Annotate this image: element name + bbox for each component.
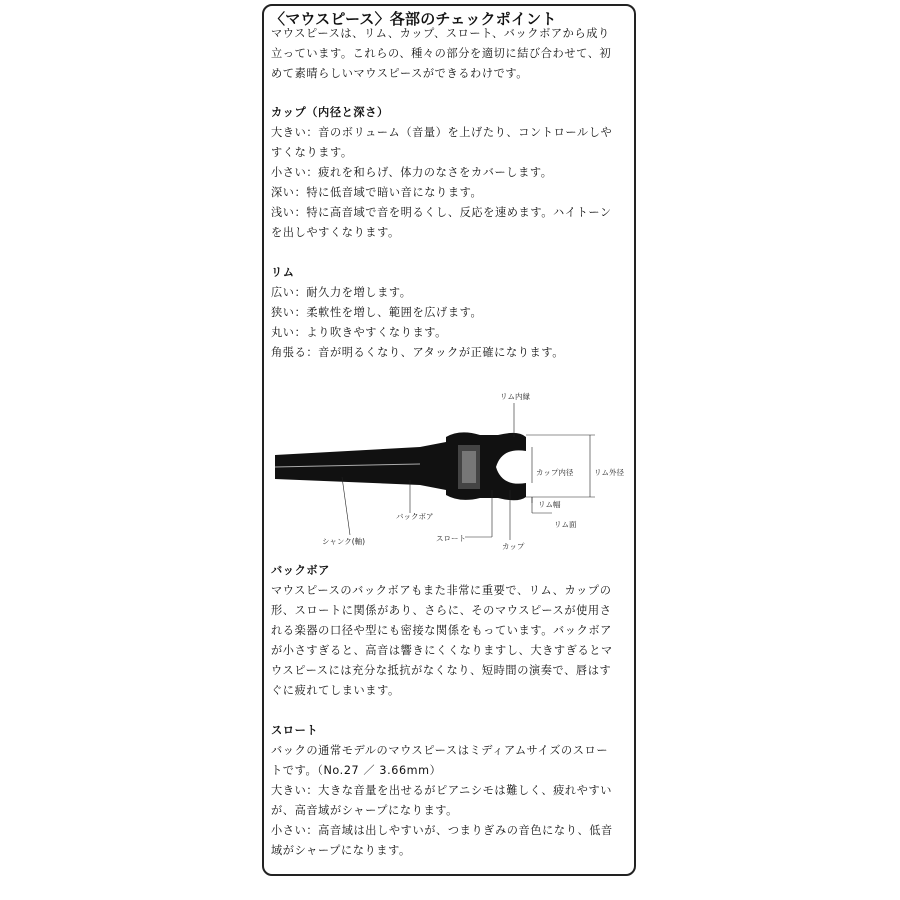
cup-line: すくなります。 [271,146,353,159]
rim-heading: リム [271,266,295,279]
cup-line: 大きい：音のボリューム（音量）を上げたり、コントロールしや [271,126,613,139]
cup-line: を出しやすくなります。 [271,226,400,239]
intro-line: めて素晴らしいマウスピースができるわけです。 [271,67,529,80]
label-backbore: バックボア [396,512,434,521]
engraving-mark [462,451,476,483]
backbore-line: 形、スロートに関係があり、さらに、そのマウスピースが使用さ [271,604,612,617]
backbore-line: れる楽器の口径や型にも密接な関係をもっています。バックボア [271,624,612,637]
rim-line: 狭い：柔軟性を増し、範囲を広げます。 [271,306,483,319]
cup-line: 小さい：疲れを和らげ、体力のなさをカバーします。 [271,166,553,179]
backbore-line: ぐに疲れてしまいます。 [271,684,400,697]
label-rim-outer-diameter: リム外径 [594,468,624,477]
label-shank: シャンク(軸) [322,537,366,546]
label-cup-inner-diameter: カップ内径 [536,468,574,477]
label-rim-inner-edge: リム内縁 [500,392,530,401]
label-cup: カップ [502,542,525,551]
cup-line: 深い：特に低音域で暗い音になります。 [271,186,483,199]
page-title: 〈マウスピース〉各部のチェックポイント [270,10,557,28]
rim-line: 広い：耐久力を増します。 [271,286,412,299]
throat-line: が、高音域がシャープになります。 [271,804,458,817]
throat-line: 小さい：高音域は出しやすいが、つまりぎみの音色になり、低音 [271,824,613,837]
backbore-line: ウスピースには充分な抵抗がなくなり、短時間の演奏で、唇はす [271,664,612,677]
backbore-line: が小さすぎると、高音は響きにくくなりますし、大きすぎるとマ [271,644,613,657]
throat-heading: スロート [271,724,319,737]
backbore-heading: バックボア [271,564,330,577]
throat-line: 域がシャープになります。 [271,844,411,857]
label-rim-face: リム面 [554,520,577,529]
rim-line: 角張る：音が明るくなり、アタックが正確になります。 [271,346,565,359]
throat-line: バックの通常モデルのマウスピースはミディアムサイズのスロー [271,744,609,757]
backbore-line: マウスピースのバックボアもまた非常に重要で、リム、カップの [271,584,612,597]
cup-heading: カップ（内径と深さ） [271,106,389,119]
mouthpiece-diagram [270,385,634,555]
intro-line: マウスピースは、リム、カップ、スロート、バックボアから成り [271,27,610,40]
intro-line: 立っています。これらの、種々の部分を適切に結び合わせて、初 [271,47,612,60]
cup-line: 浅い：特に高音域で音を明るくし、反応を速めます。ハイトーン [271,206,612,219]
throat-line: トです。（No.27 ／ 3.66mm） [271,764,442,777]
label-rim-width: リム幅 [538,500,561,509]
throat-line: 大きい：大きな音量を出せるがピアニシモは難しく、疲れやすい [271,784,613,797]
label-throat: スロート [436,534,466,543]
rim-line: 丸い：より吹きやすくなります。 [271,326,447,339]
